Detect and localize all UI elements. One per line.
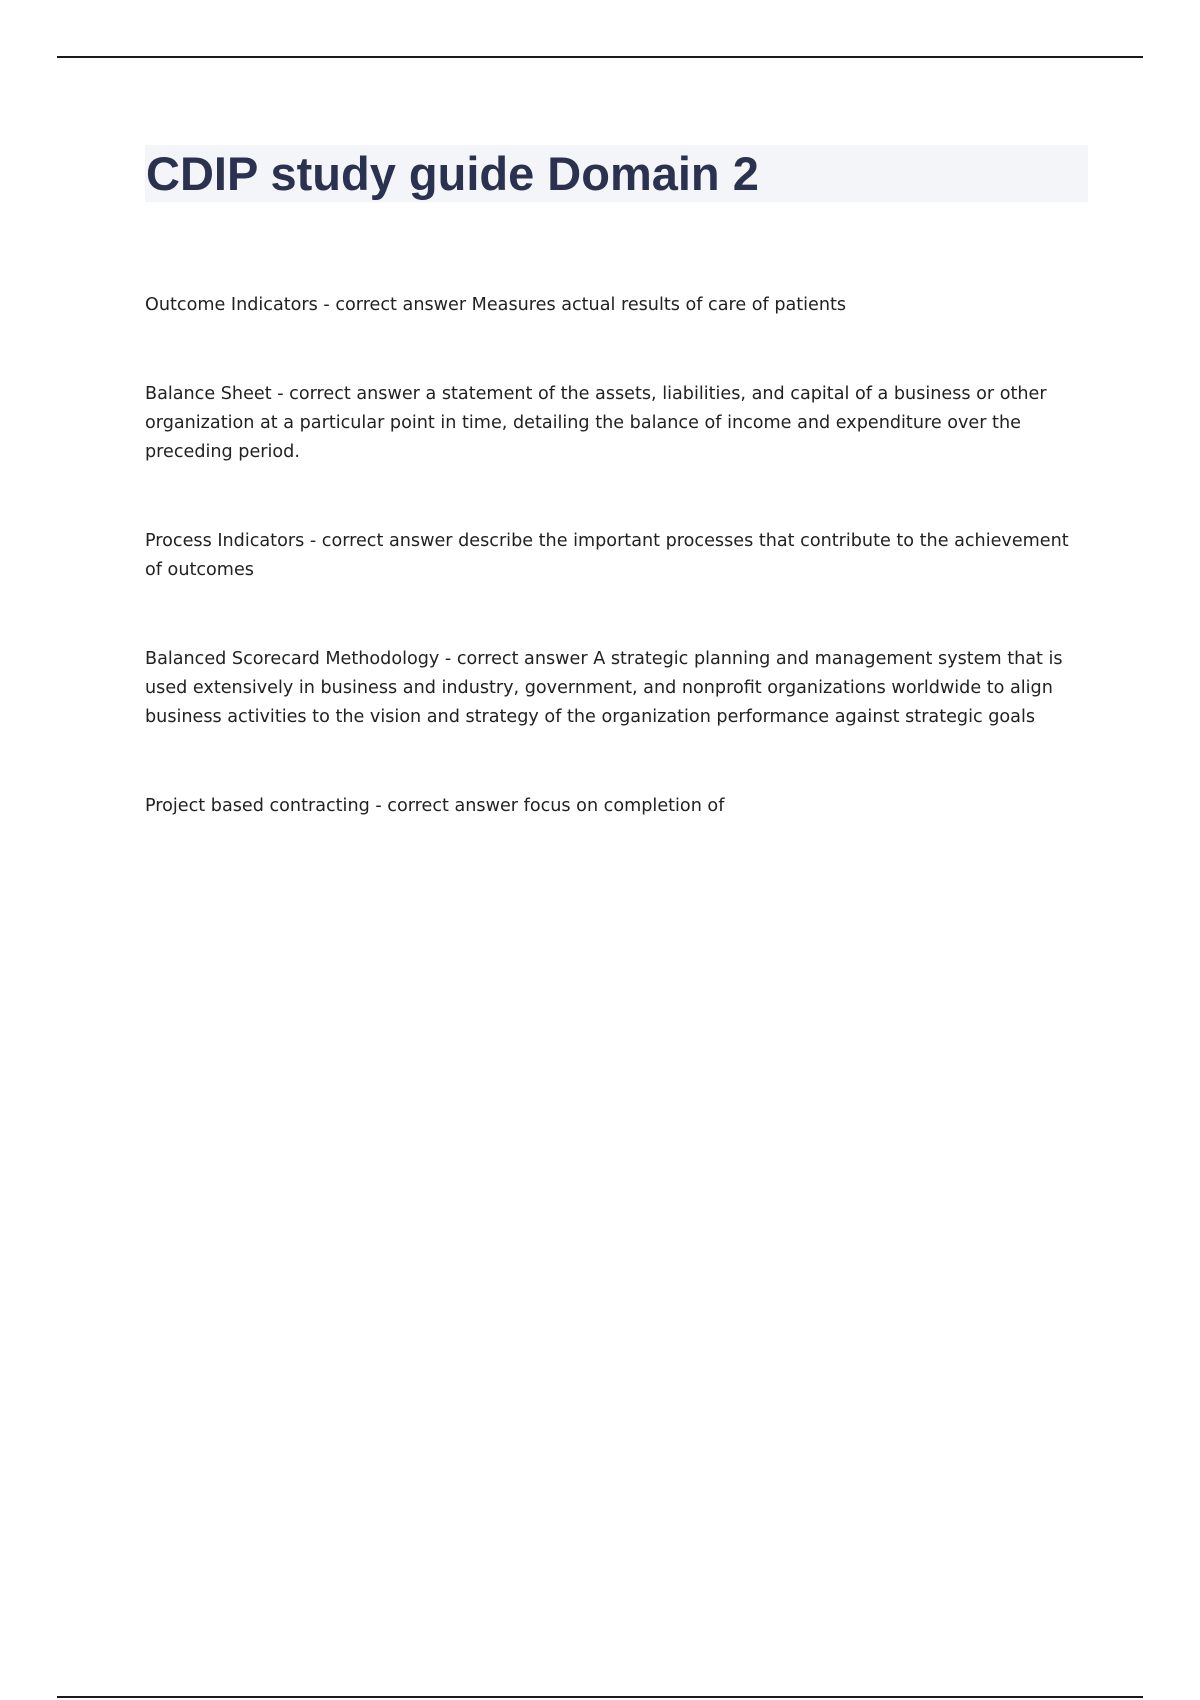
entry-outcome-indicators: Outcome Indicators - correct answer Measures actual results of care of patients — [145, 295, 847, 315]
bottom-rule — [57, 1696, 1143, 1698]
entry-balance-sheet: Balance Sheet - correct answer a statement of the assets, liabilities, and capital of a business or other organization at a particular point in time, detailing the balance of income and expenditure over the preceding period. — [145, 384, 1047, 462]
page-title: CDIP study guide Domain 2 — [146, 147, 759, 200]
entry-process-indicators: Process Indicators - correct answer describe the important processes that contribute to the achievement of outcomes — [145, 531, 1069, 580]
study-entries — [145, 291, 1090, 881]
top-rule — [57, 56, 1143, 58]
entry-balanced-scorecard: Balanced Scorecard Methodology - correct answer A strategic planning and management system that is used extensively in business and industry, government, and nonprofit organizations worldwide to align business activities to the vision and strategy of the organization performance against strategic goals — [145, 649, 1063, 727]
entry-project-based-contracting: Project based contracting - correct answer focus on completion of — [145, 796, 725, 816]
